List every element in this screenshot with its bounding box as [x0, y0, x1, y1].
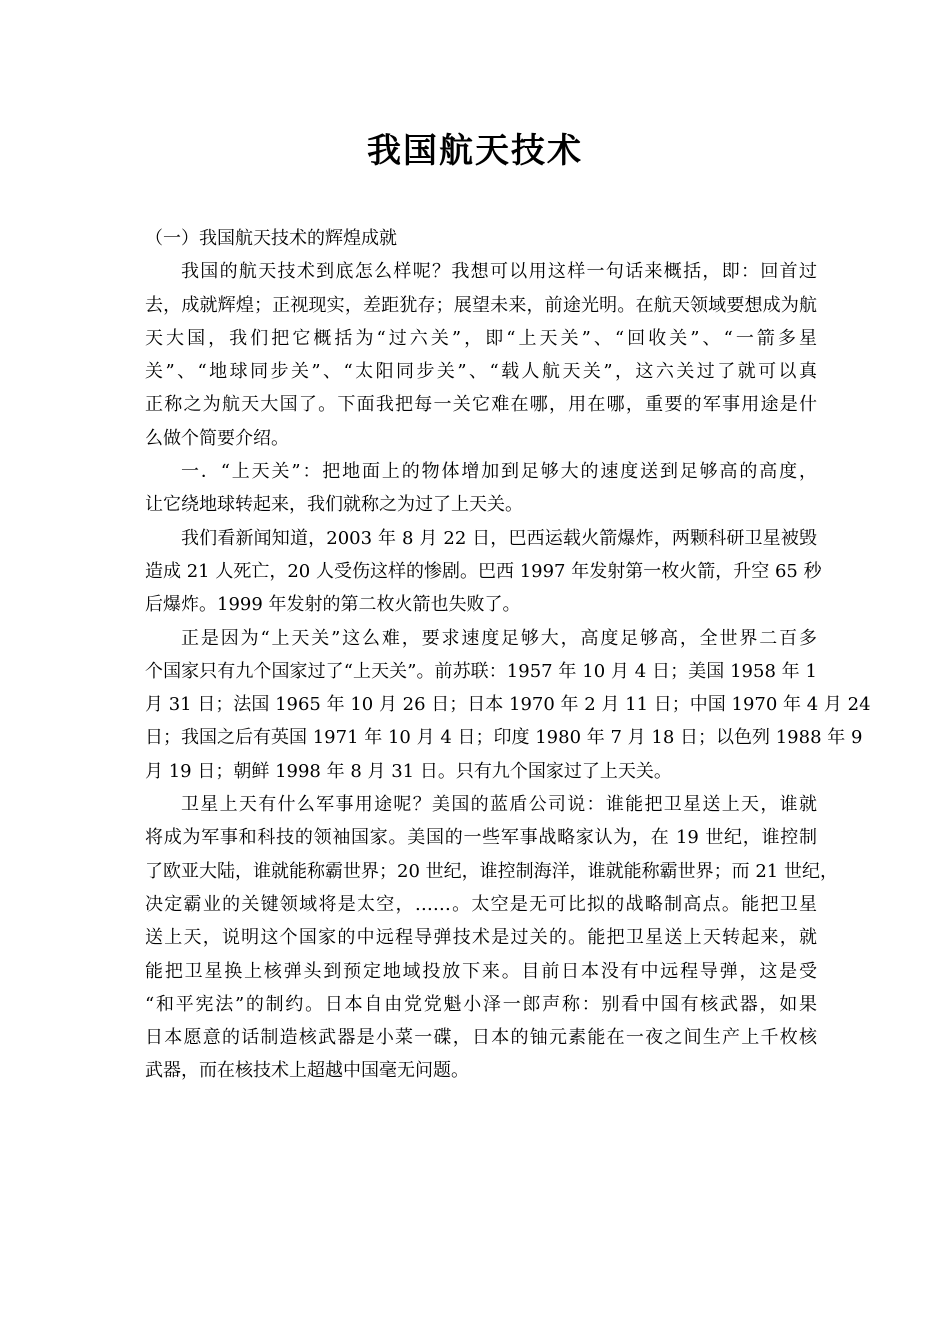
- paragraph-line: 让它绕地球转起来，我们就称之为过了上天关。: [145, 494, 523, 516]
- paragraph-line: 能把卫星换上核弹头到预定地域投放下来。目前日本没有中远程导弹，这是受: [145, 960, 817, 982]
- paragraph-line: “和平宪法”的制约。日本自由党党魁小泽一郎声称：别看中国有核武器，如果: [145, 993, 817, 1015]
- paragraph-line: 正称之为航天大国了。下面我把每一关它难在哪，用在哪，重要的军事用途是什: [145, 394, 817, 416]
- document-title: 我国航天技术: [367, 131, 583, 171]
- paragraph-line: 武器，而在核技术上超越中国毫无问题。: [145, 1060, 469, 1082]
- paragraph-line: 日；我国之后有英国 1971 年 10 月 4 日；印度 1980 年 7 月 18 日；以色列 1988 年 9: [145, 727, 863, 749]
- paragraph-line: 月 31 日；法国 1965 年 10 月 26 日；日本 1970 年 2 月 11 日；中国 1970 年 4 月 24: [145, 694, 871, 716]
- paragraph-line: 我国的航天技术到底怎么样呢？我想可以用这样一句话来概括，即：回首过: [181, 261, 817, 283]
- paragraph-line: 将成为军事和科技的领袖国家。美国的一些军事战略家认为，在 19 世纪，谁控制: [145, 827, 817, 849]
- paragraph-line: 日本愿意的话制造核武器是小菜一碟，日本的铀元素能在一夜之间生产上千枚核: [145, 1027, 817, 1049]
- section-heading: （一）我国航天技术的辉煌成就: [145, 228, 397, 249]
- paragraph-line: 月 19 日；朝鲜 1998 年 8 月 31 日。只有九个国家过了上天关。: [145, 760, 672, 782]
- paragraph-line: 后爆炸。1999 年发射的第二枚火箭也失败了。: [145, 594, 521, 616]
- paragraph-line: 造成 21 人死亡，20 人受伤这样的惨剧。巴西 1997 年发射第一枚火箭，升空 65 秒: [145, 560, 822, 582]
- paragraph-line: 么做个简要介绍。: [145, 427, 289, 449]
- paragraph-line: 天大国，我们把它概括为“过六关”，即“上天关”、“回收关”、“一箭多星: [145, 327, 817, 349]
- paragraph-line: 关”、“地球同步关”、“太阳同步关”、“载人航天关”，这六关过了就可以真: [145, 361, 817, 383]
- paragraph-line: 一．“上天关”：把地面上的物体增加到足够大的速度送到足够高的高度，: [181, 461, 817, 483]
- paragraph-line: 我们看新闻知道，2003 年 8 月 22 日，巴西运载火箭爆炸，两颗科研卫星被毁: [181, 527, 817, 549]
- paragraph-line: 去，成就辉煌；正视现实，差距犹存；展望未来，前途光明。在航天领域要想成为航: [145, 294, 817, 316]
- paragraph-line: 个国家只有九个国家过了“上天关”。前苏联：1957 年 10 月 4 日；美国 1958 年 1: [145, 660, 817, 682]
- paragraph-line: 正是因为“上天关”这么难，要求速度足够大，高度足够高，全世界二百多: [181, 627, 817, 649]
- paragraph-line: 卫星上天有什么军事用途呢？美国的蓝盾公司说：谁能把卫星送上天，谁就: [181, 794, 817, 816]
- paragraph-line: 决定霸业的关键领域将是太空，……。太空是无可比拟的战略制高点。能把卫星: [145, 893, 817, 915]
- paragraph-line: 了欧亚大陆，谁就能称霸世界；20 世纪，谁控制海洋，谁就能称霸世界；而 21 世纪，: [145, 860, 838, 882]
- document-body: [145, 222, 871, 1088]
- paragraph-line: 送上天，说明这个国家的中远程导弹技术是过关的。能把卫星送上天转起来，就: [145, 927, 817, 949]
